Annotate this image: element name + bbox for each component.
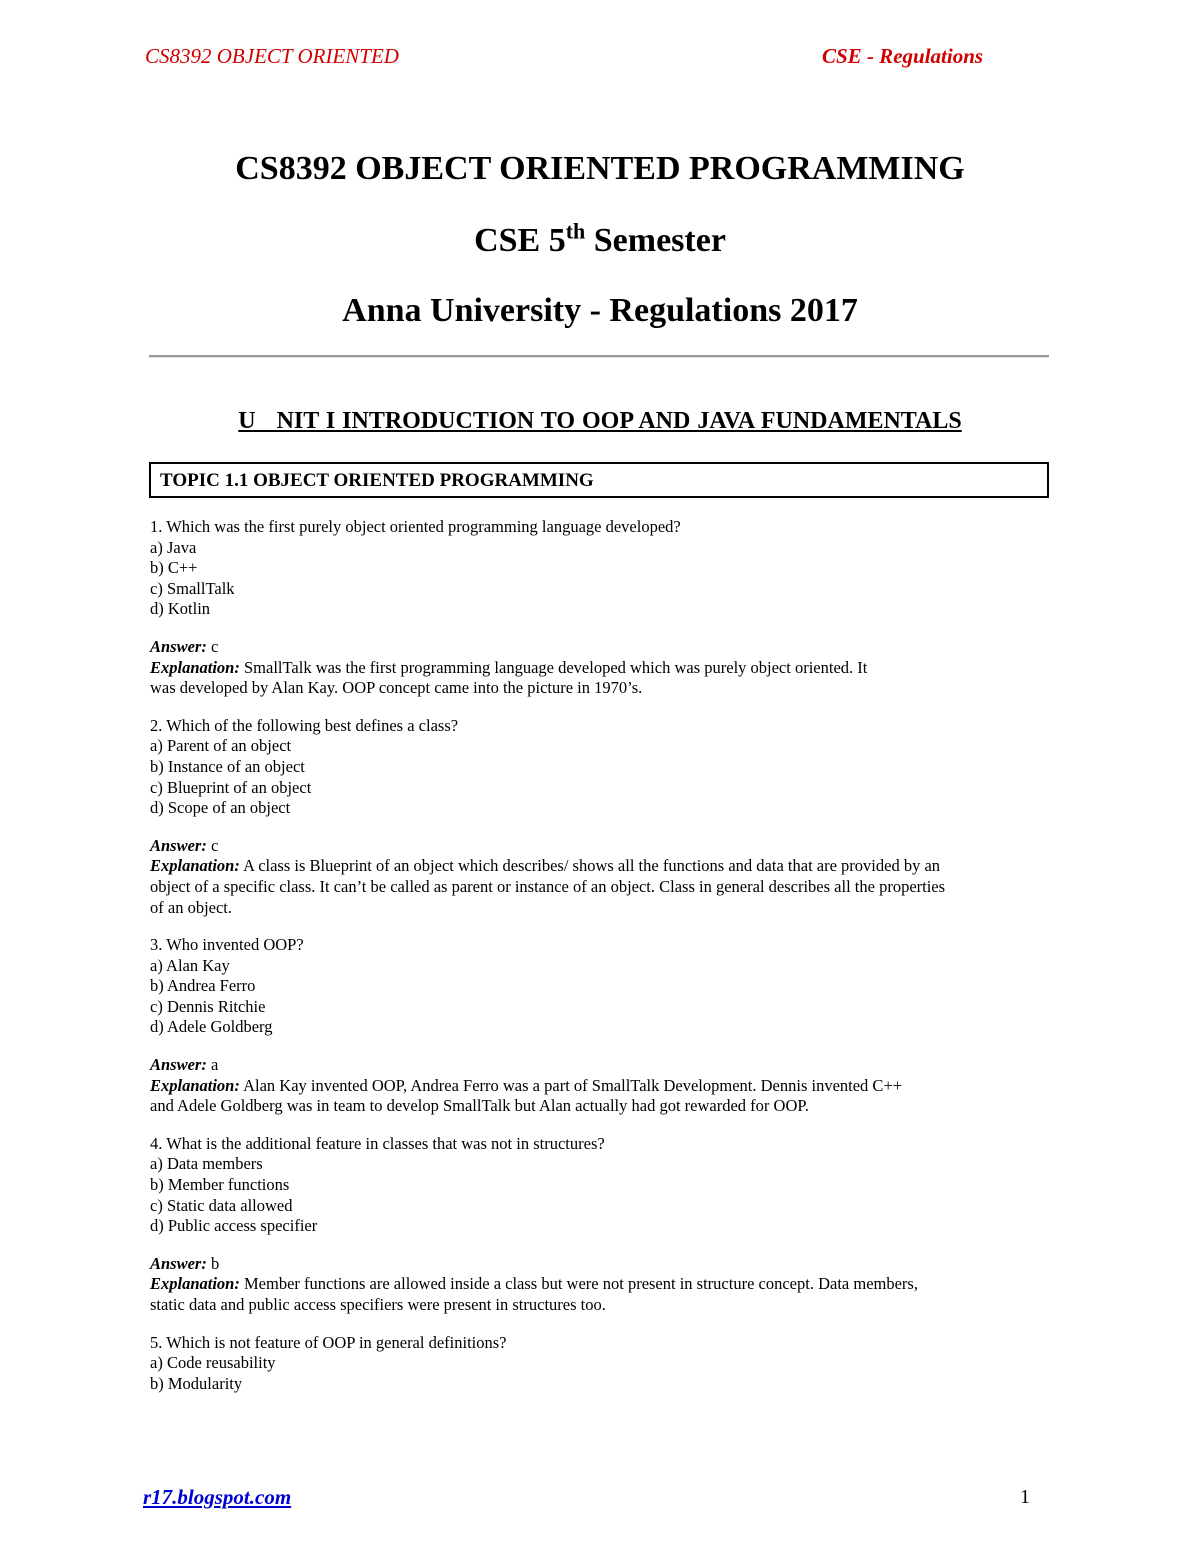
explanation-line xyxy=(150,856,1050,877)
option: a) Alan Kay xyxy=(150,955,230,975)
question-item xyxy=(150,716,1050,918)
explanation-text: Alan Kay invented OOP, Andrea Ferro was a part of SmallTalk Development. Dennis invented C++ xyxy=(239,1075,903,1095)
option: a) Parent of an object xyxy=(150,736,292,756)
semester-title-pre: CSE 5 xyxy=(474,222,566,259)
answer-value: c xyxy=(206,835,219,855)
option: a) Data members xyxy=(150,1154,263,1174)
explanation-line xyxy=(150,1076,1050,1097)
explanation-text: A class is Blueprint of an object which describes/ shows all the functions and data that are provided by an xyxy=(239,856,941,876)
answer-line xyxy=(150,836,1050,857)
running-header-right: CSE - Regulations xyxy=(822,44,984,68)
answer-line xyxy=(150,637,1050,658)
footer-link[interactable]: r17.blogspot.com xyxy=(143,1485,292,1509)
explanation-line xyxy=(150,658,1050,679)
question-item xyxy=(150,517,1050,699)
option: c) Dennis Ritchie xyxy=(150,996,266,1016)
question-text: 5. Which is not feature of OOP in general definitions? xyxy=(150,1332,507,1352)
question-item xyxy=(150,1134,1050,1316)
option: d) Adele Goldberg xyxy=(150,1017,273,1037)
option: d) Scope of an object xyxy=(150,798,291,818)
semester-title-post: Semester xyxy=(585,222,726,259)
document-title: CS8392 OBJECT ORIENTED PROGRAMMING xyxy=(235,150,965,187)
answer-label: Answer: xyxy=(150,636,207,656)
semester-title xyxy=(0,218,1200,260)
option: d) Kotlin xyxy=(150,599,211,619)
answer-value: c xyxy=(206,636,219,656)
explanation-text: SmallTalk was the first programming language developed which was purely object oriented. It xyxy=(239,657,868,677)
semester-title-sup: th xyxy=(565,218,586,244)
question-text: 2. Which of the following best defines a class? xyxy=(150,715,459,735)
question-text: 3. Who invented OOP? xyxy=(150,935,304,955)
option: b) Member functions xyxy=(150,1175,290,1195)
page-number: 1 xyxy=(1020,1486,1030,1508)
explanation-text: Member functions are allowed inside a class but were not present in structure concept. Data members, xyxy=(239,1274,918,1294)
horizontal-divider xyxy=(149,355,1049,358)
option: b) Instance of an object xyxy=(150,756,305,776)
answer-value: b xyxy=(206,1253,220,1273)
explanation-text: static data and public access specifiers were present in structures too. xyxy=(150,1295,606,1314)
question-item xyxy=(150,1333,1050,1395)
unit-heading: U NIT I INTRODUCTION TO OOP AND JAVA FUNDAMENTALS xyxy=(238,408,962,434)
option: a) Java xyxy=(150,537,197,557)
option: c) Static data allowed xyxy=(150,1195,293,1215)
answer-label: Answer: xyxy=(150,835,207,855)
question-item xyxy=(150,935,1050,1117)
explanation-text: object of a specific class. It can’t be called as parent or instance of an object. Class in general describes all the properties xyxy=(150,876,946,896)
option: c) Blueprint of an object xyxy=(150,777,312,797)
running-header-left: CS8392 OBJECT ORIENTED xyxy=(145,44,399,68)
option: a) Code reusability xyxy=(150,1353,276,1373)
explanation-text: and Adele Goldberg was in team to develop SmallTalk but Alan actually had got rewarded for OOP. xyxy=(150,1096,809,1116)
option: d) Public access specifier xyxy=(150,1216,318,1236)
explanation-line xyxy=(150,1274,1050,1295)
option: b) Modularity xyxy=(150,1373,243,1393)
topic-heading: TOPIC 1.1 OBJECT ORIENTED PROGRAMMING xyxy=(160,470,594,491)
regulation-title: Anna University - Regulations 2017 xyxy=(342,292,858,329)
question-list xyxy=(150,517,1050,1394)
question-text: 1. Which was the first purely object oriented programming language developed? xyxy=(150,517,681,536)
explanation-label: Explanation: xyxy=(150,1075,240,1095)
option: b) C++ xyxy=(150,558,198,578)
option: b) Andrea Ferro xyxy=(150,976,256,996)
explanation-label: Explanation: xyxy=(150,1274,240,1294)
explanation-text: of an object. xyxy=(150,897,233,917)
question-text: 4. What is the additional feature in classes that was not in structures? xyxy=(150,1133,605,1153)
answer-line xyxy=(150,1254,1050,1275)
answer-label: Answer: xyxy=(150,1055,207,1075)
answer-label: Answer: xyxy=(150,1253,207,1273)
answer-value: a xyxy=(206,1055,219,1075)
topic-box xyxy=(149,462,1049,498)
answer-line xyxy=(150,1055,1050,1076)
explanation-text: was developed by Alan Kay. OOP concept came into the picture in 1970’s. xyxy=(150,678,643,698)
explanation-label: Explanation: xyxy=(150,856,240,876)
explanation-label: Explanation: xyxy=(150,657,240,677)
option: c) SmallTalk xyxy=(150,578,235,598)
